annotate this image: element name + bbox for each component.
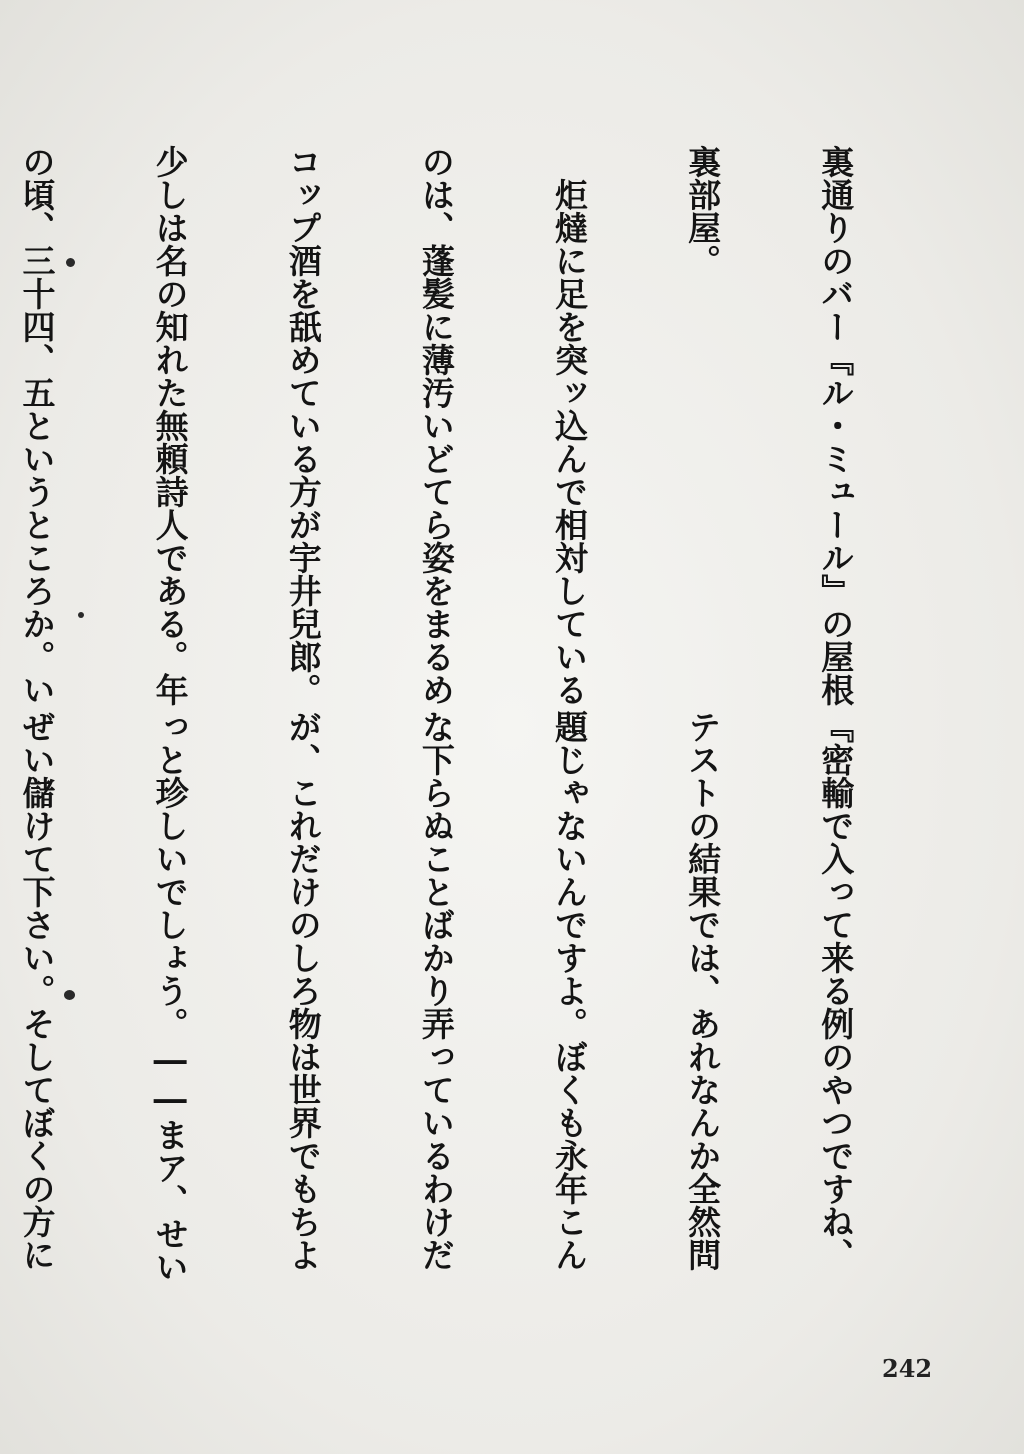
lower-text-block xyxy=(0,710,946,1283)
text-line: な下らぬことばかり弄っているわけだ xyxy=(416,710,456,1271)
text-line: 題じゃないんですよ。ぼくも永年こん xyxy=(550,710,589,1271)
text-line: 少しは名の知れた無頼詩人である。年 xyxy=(150,145,190,706)
text-line: 裏通りのバー『ル・ミュール』の屋根 xyxy=(816,145,856,706)
text-line: ぜい儲けて下さい。そしてぼくの方に xyxy=(17,710,57,1271)
ink-speck xyxy=(66,258,75,267)
text-line: コップ酒を舐めている方が宇井兒郎。 xyxy=(283,145,323,706)
ink-speck xyxy=(64,990,75,1000)
text-line: のは、蓬髪に薄汚いどてら姿をまるめ xyxy=(416,145,456,706)
text-line: テストの結果では、あれなんか全然問 xyxy=(683,710,723,1271)
text-line: 『密輸で入って来る例のやつですね、 xyxy=(816,710,856,1271)
upper-text-block xyxy=(0,145,946,706)
text-line: が、これだけのしろ物は世界でもちよ xyxy=(283,710,323,1271)
text-line: の頃、三十四、五というところか。い xyxy=(17,145,57,706)
text-line: 裏部屋。 xyxy=(683,145,723,277)
text-line: っと珍しいでしょう。――まア、せい xyxy=(150,710,190,1283)
page-number: 242 xyxy=(882,1354,933,1383)
ink-speck xyxy=(78,612,84,618)
text-line: 炬燵に足を突ッ込んで相対している xyxy=(550,145,589,706)
